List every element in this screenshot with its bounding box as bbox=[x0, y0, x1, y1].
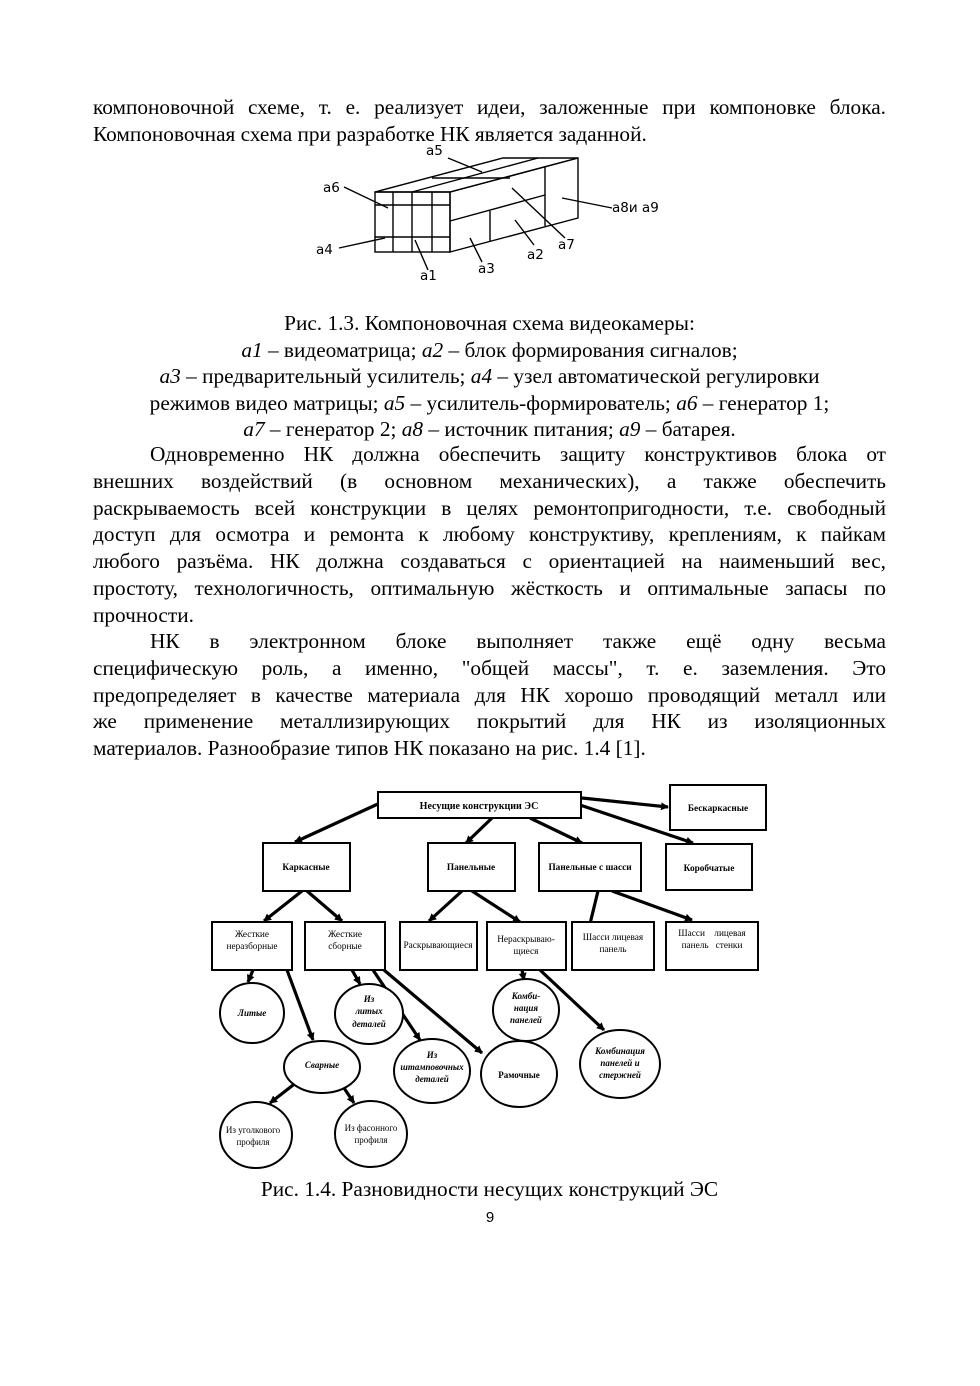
ugolk-label-2: профиля bbox=[236, 1137, 270, 1147]
caption-line-2: a1 – видеоматрица; a2 – блок формирования сигналов; bbox=[241, 337, 738, 362]
label-a4: a4 bbox=[316, 242, 333, 258]
neraskryv-label-1: Нераскрываю- bbox=[497, 935, 555, 945]
fason-label-2: профиля bbox=[354, 1135, 388, 1145]
caption-line-3: a3 – предварительный усилитель; a4 – узел автоматической регулировки bbox=[159, 364, 820, 389]
p1-line: Одновременно НК должна обеспечить защиту конструктивов блока от bbox=[150, 442, 886, 466]
neraskryv-label-2: щиеся bbox=[513, 947, 539, 957]
p2-line: специфическую роль, а именно, "общей массы", т. е. заземления. Это bbox=[93, 655, 886, 680]
p1-line: любого разъёма. НК должна создаваться с ориентацией на наименьший вес, bbox=[93, 549, 886, 574]
komb-ster-label-1: Комбинация bbox=[595, 1046, 645, 1056]
iz-shtamp-label-3: деталей bbox=[415, 1074, 449, 1084]
node-neraskryv bbox=[487, 922, 566, 970]
zh-nerazb-label-2: неразборные bbox=[226, 942, 278, 952]
p2-line: предопределяет в качестве материала для НК хорошо проводящий металл или bbox=[93, 682, 886, 707]
label-a8-a9: a8и a9 bbox=[612, 200, 659, 216]
figure-1-4-tree-diagram bbox=[205, 780, 775, 1175]
node-ugolk bbox=[220, 1102, 292, 1168]
p2-line: же применение металлизирующих покрытий для НК из изоляционных bbox=[93, 709, 886, 734]
p1-line: прочности. bbox=[93, 602, 194, 627]
label-a1: a1 bbox=[420, 268, 437, 284]
ramochnye-label: Рамочные bbox=[498, 1070, 540, 1080]
label-a5: a5 bbox=[426, 143, 443, 159]
zh-nerazb-label-1: Жесткие bbox=[234, 930, 270, 940]
intro-line-1: компоновочной схеме, т. е. реализует идеи, заложенные при компоновке блока. bbox=[93, 95, 886, 119]
shassi-st-label-1: Шасси лицевая bbox=[678, 929, 746, 939]
iz-lityh-label-1: Из bbox=[363, 994, 375, 1004]
p1-line: доступ для осмотра и ремонта к любому конструктиву, креплениям, к пайкам bbox=[93, 522, 886, 547]
p1-line: внешних воздействий (в основном механических), а также обеспечить bbox=[93, 468, 886, 493]
komb-pan-label-3: панелей bbox=[510, 1015, 542, 1025]
figure-1-4-caption bbox=[93, 1176, 886, 1203]
svarnye-label: Сварные bbox=[304, 1060, 340, 1070]
komb-pan-label-1: Комби- bbox=[511, 991, 541, 1001]
zh-sborn-label-1: Жесткие bbox=[327, 930, 363, 940]
label-a3: a3 bbox=[478, 261, 495, 277]
page-number: 9 bbox=[485, 1209, 495, 1226]
caption-line-4: режимов видео матрицы; a5 – усилитель-формирователь; a6 – генератор 1; bbox=[149, 390, 830, 415]
p2-line: НК в электронном блоке выполняет также ещё одну весьма bbox=[150, 629, 886, 653]
paragraph-1 bbox=[93, 441, 886, 629]
shassi-lic-label-2: панель bbox=[599, 945, 627, 955]
litye-label: Литые bbox=[237, 1008, 267, 1018]
caption-line-5: a7 – генератор 2; a8 – источник питания; a9 – батарея. bbox=[243, 417, 736, 442]
figure-1-4-caption-text: Рис. 1.4. Разновидности несущих конструкций ЭС bbox=[260, 1177, 719, 1201]
figure-1-3-layout-diagram bbox=[300, 140, 680, 290]
root-label: Несущие конструкции ЭС bbox=[419, 801, 539, 812]
panelnye-label: Панельные bbox=[446, 863, 496, 873]
figure-1-3-caption bbox=[93, 310, 886, 443]
raskryv-label: Раскрывающиеся bbox=[403, 941, 473, 951]
komb-pan-label-2: нация bbox=[513, 1003, 539, 1013]
label-a7: a7 bbox=[558, 237, 575, 253]
p1-line: раскрываемость всей конструкции в целях ремонтопригодности, т.е. свободный bbox=[93, 495, 886, 520]
label-a2: a2 bbox=[527, 247, 544, 263]
komb-ster-label-3: стержней bbox=[599, 1070, 641, 1080]
node-fason bbox=[335, 1101, 407, 1167]
karkasnye-label: Каркасные bbox=[282, 863, 330, 873]
intro-line-2: Компоновочная схема при разработке НК является заданной. bbox=[93, 121, 647, 146]
p1-line: простоту, технологичность, оптимальную жёсткость и оптимальные запасы по bbox=[93, 575, 886, 600]
panelnye-shassi-label: Панельные с шасси bbox=[548, 863, 632, 873]
fason-label-1: Из фасонного bbox=[344, 1123, 398, 1133]
iz-shtamp-label-2: штамповочных bbox=[400, 1062, 464, 1072]
komb-ster-label-2: панелей и bbox=[600, 1058, 640, 1068]
korobchatye-label: Коробчатые bbox=[683, 864, 735, 874]
shassi-lic-label-1: Шасси лицевая bbox=[582, 933, 644, 943]
iz-lityh-label-3: деталей bbox=[352, 1019, 386, 1029]
iz-lityh-label-2: литых bbox=[355, 1006, 383, 1016]
ugolk-label-1: Из уголкового bbox=[225, 1125, 281, 1135]
iz-shtamp-label-1: Из bbox=[426, 1050, 438, 1060]
caption-title: Рис. 1.3. Компоновочная схема видеокамеры: bbox=[284, 311, 695, 335]
zh-sborn-label-2: сборные bbox=[328, 942, 362, 952]
paragraph-2 bbox=[93, 628, 886, 762]
beskarkasnye-label: Бескаркасные bbox=[687, 804, 749, 814]
shassi-st-label-2: панель стенки bbox=[681, 941, 743, 951]
p2-line: материалов. Разнообразие типов НК показано на рис. 1.4 [1]. bbox=[93, 736, 646, 761]
label-a6: a6 bbox=[323, 180, 340, 196]
